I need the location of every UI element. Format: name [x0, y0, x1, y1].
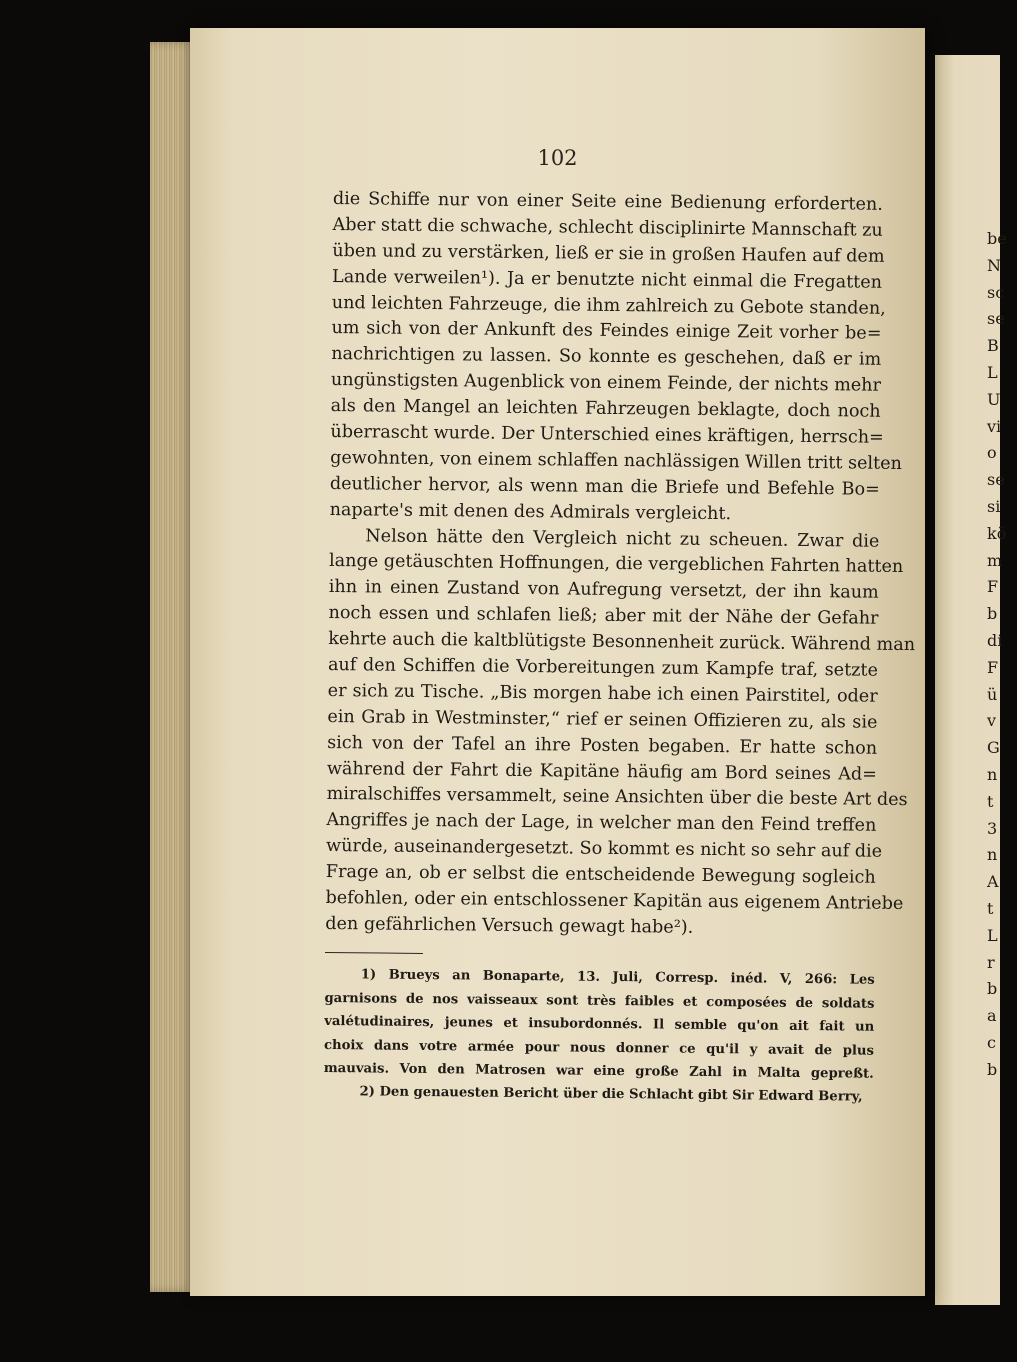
text-line: er sich zu Tische. „Bis morgen habe ich einen Pairstitel, oder [327, 680, 878, 707]
facing-page-fragment: o [987, 443, 997, 463]
facing-page-fragment: G [987, 738, 1000, 758]
text-line: gewohnten, von einem schlaffen nachlässigen Willen tritt selten [330, 447, 903, 474]
text-line: würde, auseinandergesetzt. So kommt es nicht so sehr auf die [325, 836, 883, 863]
text-line: während der Fahrt die Kapitäne häufig am Bord seines Ad= [326, 758, 877, 785]
facing-page-fragment: a [987, 1006, 997, 1026]
facing-page-fragment: ü [987, 684, 998, 704]
paragraph-1 [329, 187, 903, 529]
text-line: ein Grab in Westminster,“ rief er seinen Offizieren zu, als sie [327, 706, 878, 733]
text-line: Lande verweilen¹). Ja er benutzte nicht einmal die Fregatten [331, 266, 883, 293]
text-line: Nelson hätte den Vergleich nicht zu scheuen. Zwar die [365, 525, 880, 552]
facing-page-fragment: L [987, 925, 998, 945]
facing-page-fragment: b [987, 1059, 998, 1079]
page-body [323, 187, 916, 1109]
footnote-line: garnisons de nos vaisseaux sont très faibles et composées de soldats [324, 990, 875, 1012]
footnote-line: mauvais. Von den Matrosen war eine große Zahl in Malta gepreßt. [323, 1060, 874, 1082]
facing-page-fragment: A [987, 872, 999, 892]
facing-page-fragment: vi [987, 416, 1002, 436]
facing-page-fragment: t [987, 791, 994, 811]
text-line: sich von der Tafel an ihre Posten begaben. Er hatte schon [327, 732, 878, 759]
text-line: auf den Schiffen die Vorbereitungen zum Kampfe traf, setzte [327, 655, 879, 681]
text-line: Aber statt die schwache, schlecht disciplinirte Mannschaft zu [332, 214, 883, 241]
text-line: die Schiffe nur von einer Seite eine Bedienung erforderten. [332, 188, 883, 215]
facing-page-fragment: U [987, 389, 1001, 409]
facing-page-fragment: t [987, 898, 994, 918]
facing-page-fragment: B [987, 336, 999, 356]
facing-page-fragment: n [987, 845, 998, 865]
footnote-divider [325, 952, 423, 955]
text-line: nachrichtigen zu lassen. So konnte es geschehen, daß er im [331, 344, 882, 371]
text-line: ungünstigsten Augenblick von einem Feinde, der nichts mehr [330, 370, 882, 396]
facing-page-fragment: N [987, 255, 1001, 275]
text-line: um sich von der Ankunft des Feindes einige Zeit vorher be= [331, 318, 882, 345]
footnote-line: 1) Brueys an Bonaparte, 13. Juli, Corresp. inéd. V, 266: Les [360, 967, 875, 989]
footnote-line: 2) Den genauesten Bericht über die Schlacht gibt Sir Edward Berry, [359, 1084, 863, 1105]
page-number: 102 [537, 146, 578, 170]
facing-page-fragment: F [987, 657, 999, 677]
footnote-line: valétudinaires, jeunes et insubordonnés. Il semble qu'on ait fait un [324, 1014, 875, 1035]
paragraph-2 [325, 524, 916, 944]
text-line: befohlen, oder ein entschlossener Kapitän aus eigenem Antriebe [325, 888, 904, 915]
facing-page-fragment: kö [987, 523, 1007, 543]
facing-page-fragment: 3 [987, 818, 998, 838]
text-line: Frage an, ob er selbst die entscheidende Bewegung sogleich [325, 862, 876, 888]
text-line: ihn in einen Zustand von Aufregung versetzt, der ihn kaum [328, 577, 879, 604]
text-line: deutlicher hervor, als wenn man die Briefe und Befehle Bo= [329, 473, 880, 500]
text-line: und leichten Fahrzeuge, die ihm zahlreich zu Gebote standen, [331, 292, 886, 319]
facing-page-fragment: si [987, 496, 1001, 516]
facing-page-fragment: sc [987, 282, 1005, 302]
facing-page-fragment: r [987, 952, 995, 972]
text-line: kehrte auch die kaltblütigste Besonnenheit zurück. Während man [328, 629, 916, 656]
footnote-line: choix dans votre armée pour nous donner ce qu'il y avait de plus [323, 1037, 875, 1059]
facing-page-fragment: m [987, 550, 1003, 570]
facing-page-fragment: L [987, 362, 998, 382]
facing-page-fragment: be [987, 229, 1007, 248]
text-line: Angriffes je nach der Lage, in welcher man den Feind treffen [326, 810, 877, 837]
text-line: miralschiffes versammelt, seine Ansichten über die beste Art des [326, 784, 908, 811]
text-line: noch essen und schlafen ließ; aber mit der Nähe der Gefahr [328, 603, 879, 629]
footnotes [323, 963, 874, 1109]
text-line: den gefährlichen Versuch gewagt habe²). [325, 913, 694, 938]
text-line: als den Mangel an leichten Fahrzeugen beklagte, doch noch [330, 396, 881, 422]
facing-page-fragment: v [987, 711, 997, 731]
facing-page-fragment: se [987, 309, 1005, 329]
page-edge-stack [150, 42, 195, 1292]
text-line: überrascht wurde. Der Unterschied eines kräftigen, herrsch= [330, 422, 884, 448]
facing-page-fragment: n [987, 764, 998, 784]
facing-page-fragment: se [987, 470, 1005, 490]
text-line: naparte's mit denen des Admirals vergleicht. [329, 499, 732, 524]
text-line: lange getäuschten Hoffnungen, die vergeblichen Fahrten hatten [328, 551, 904, 578]
facing-page-fragment: c [987, 1032, 996, 1052]
facing-page-fragment: F [987, 577, 999, 597]
facing-page-fragment: b [987, 604, 998, 624]
text-line: üben und zu verstärken, ließ er sie in großen Haufen auf dem [332, 240, 885, 267]
facing-page-fragment: b [987, 979, 998, 999]
facing-page-text [987, 226, 1017, 1084]
facing-page-fragment: di [987, 630, 1003, 650]
